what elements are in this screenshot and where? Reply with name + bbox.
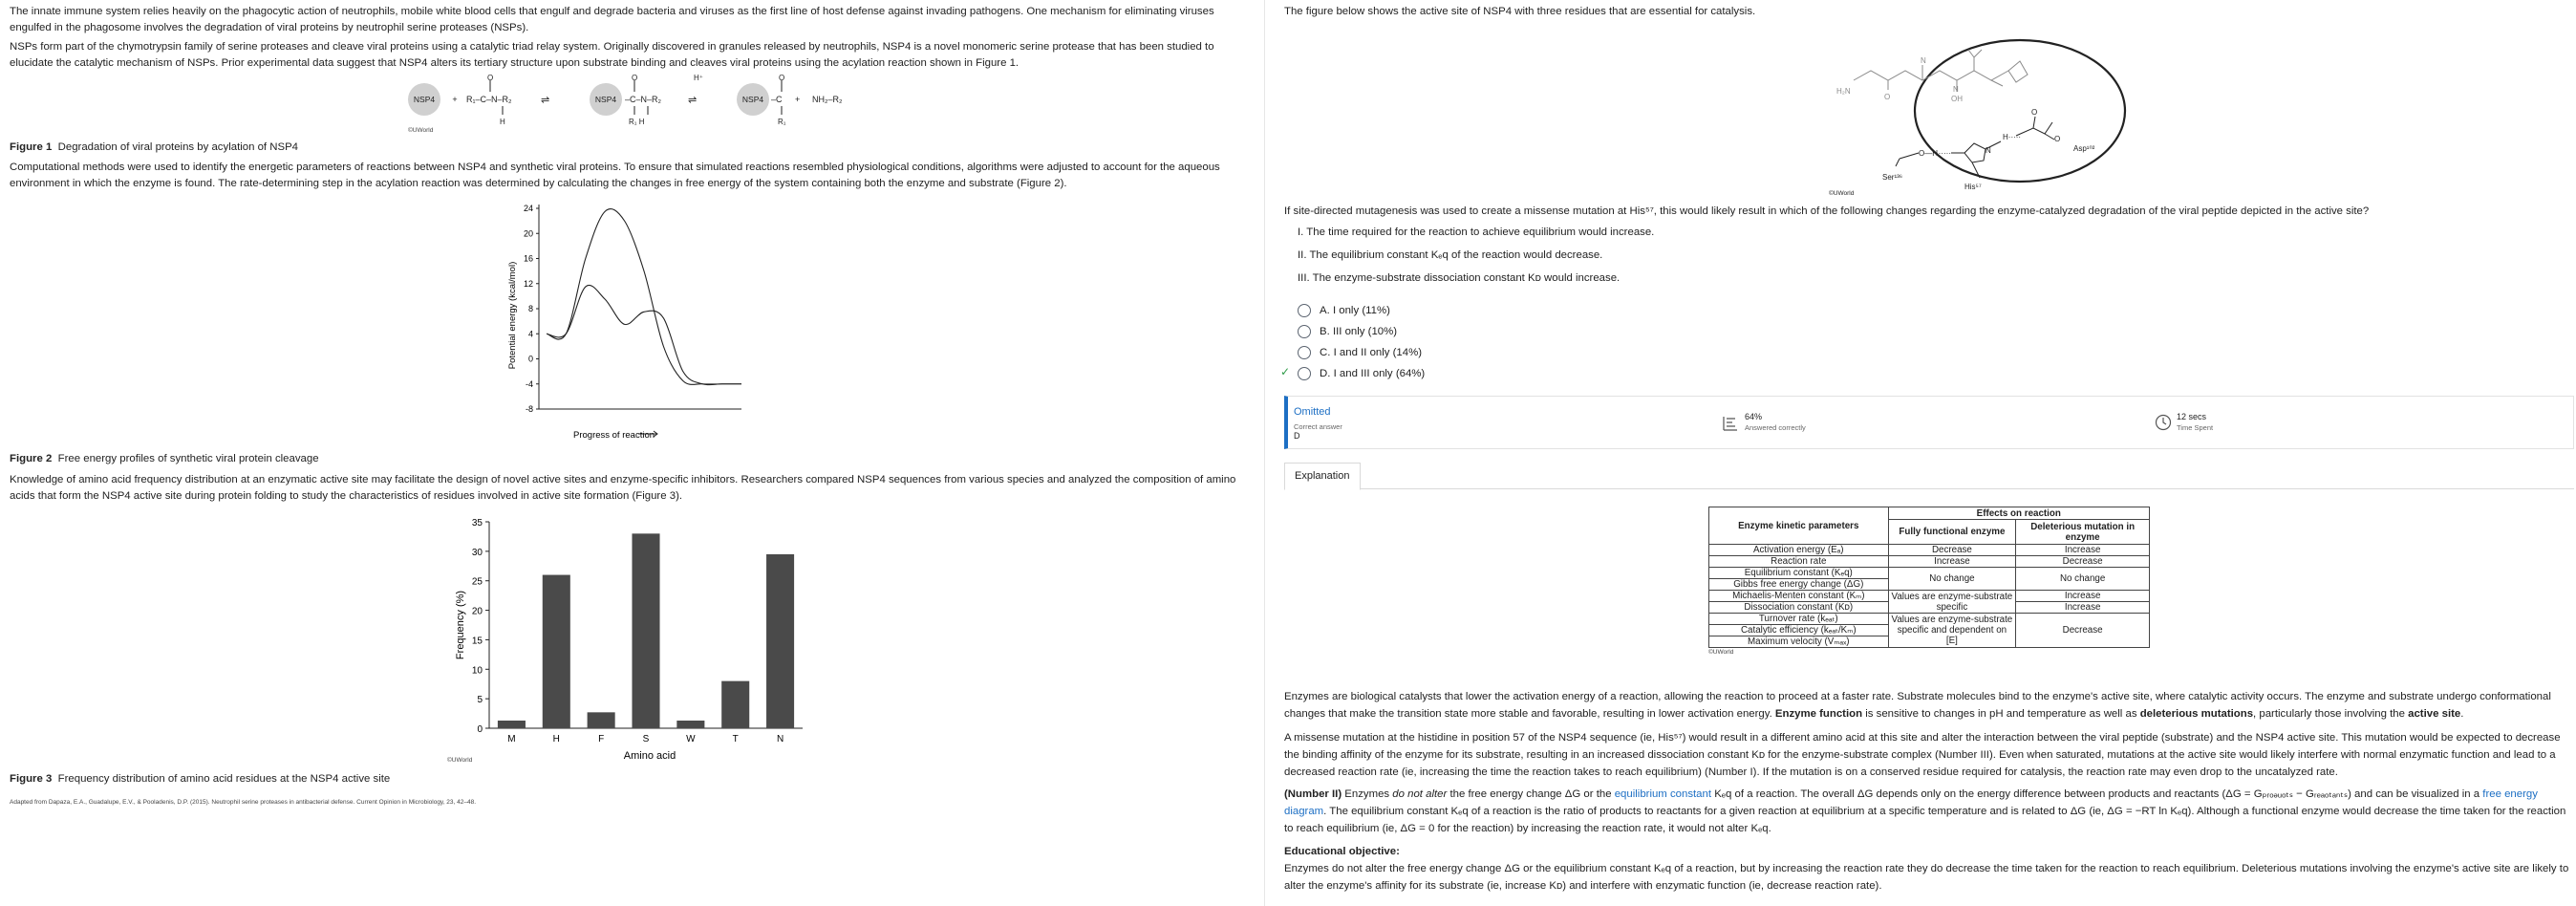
tab-strip [1284, 463, 2574, 489]
table-cell-del: Decrease [2016, 614, 2150, 648]
table-cell-param: Equilibrium constant (Kₑq) [1709, 568, 1889, 579]
bar-F [588, 712, 615, 728]
percent-correct-value: 64% [1745, 412, 1763, 421]
enzyme-label-3: NSP4 [741, 95, 764, 104]
x-tick-label: F [598, 734, 605, 744]
y-tick-label: 20 [523, 228, 533, 239]
x-tick-label: S [642, 734, 650, 744]
svg-text:O: O [2054, 135, 2061, 143]
radio-button[interactable] [1298, 304, 1311, 317]
percent-correct-label: Answered correctly [1745, 423, 1806, 432]
table-cell-del: Increase [2016, 602, 2150, 614]
tab-explanation[interactable]: Explanation [1284, 463, 1361, 490]
objective-title: Educational objective: [1284, 846, 1400, 857]
figure-1-reaction-scheme [401, 73, 879, 132]
table-cell-param: Maximum velocity (Vₘₐₓ) [1709, 636, 1889, 648]
y-tick-label: 0 [527, 354, 533, 364]
asp-label: Asp¹⁰² [2073, 144, 2095, 153]
bar-W [676, 721, 704, 728]
svg-text:O: O [1884, 93, 1891, 101]
question-intro: The figure below shows the active site of NSP4 with three residues that are essential for catalysis. [1284, 6, 1756, 17]
bar-N [766, 554, 794, 728]
h-plus-label: H⁺ [694, 74, 703, 82]
passage-paragraph-3: Computational methods were used to identify the energetic parameters of reactions between NSP4 and synthetic viral proteins. To ensure that simulated reactions resembled physiological conditions, algorithms were adjusted to account for the aqueous environment in which the enzyme is found. The rate-determining step in the acylation reaction was determined by calculating the changes in free energy of the system containing both the enzyme and substrate (Figure 2). [10, 162, 1220, 189]
bar-chart-icon [1722, 415, 1739, 432]
svg-text:–C–N–R₂: –C–N–R₂ [625, 95, 662, 104]
bar-S [632, 533, 659, 728]
table-cell-del: Increase [2016, 545, 2150, 556]
y-tick-label: 16 [523, 253, 533, 264]
passage-pane [0, 0, 1263, 906]
explanation-paragraph-3: (Number II) Enzymes do not alter the free energy change ΔG or the equilibrium constant Kₑq of a reaction. The overall ΔG depends only on the energy difference between products and reactants (ΔG = Gₚᵣₒₔᵤₒₜₛ − Gᵣₑₐₒₜₐₙₜₛ) and can be visualized in a free energy diagram. The equilibrium constant Kₑq of a reaction is the ratio of products to reactants for a given reaction at equilibrium at a specific temperature and is related to ΔG (ie, ΔG = −RT ln Kₑq). Although a functional enzyme would decrease the time taken for the reaction to reach equilibrium (ie, ΔG = 0 for the reaction) by increasing the reaction rate, it would not alter Kₑq. [1284, 788, 2566, 834]
y-tick-label: 10 [471, 665, 483, 677]
table-cell-param: Turnover rate (kₑₐₜ) [1709, 614, 1889, 625]
svg-text:R₁ H: R₁ H [629, 118, 645, 126]
y-tick-label: -4 [525, 378, 533, 389]
table-cell-func: Values are enzyme-substrate specific [1888, 591, 2016, 614]
svg-text:N: N [1953, 85, 1959, 94]
energy-curve-1 [547, 209, 741, 385]
answer-option-b[interactable]: B. III only (10%) [1298, 323, 1397, 340]
y-tick-label: 35 [471, 518, 483, 528]
correct-check-icon: ✓ [1280, 365, 1291, 378]
answer-option-a[interactable]: A. I only (11%) [1298, 302, 1390, 319]
figure-2-y-label: Potential energy (kcal/mol) [507, 261, 518, 370]
y-tick-label: 30 [471, 547, 483, 558]
table-title: Effects on reaction [1888, 507, 2149, 520]
h2n-label: H₂N [1836, 87, 1851, 96]
table-cell-param: Catalytic efficiency (kₑₐₜ/Kₘ) [1709, 625, 1889, 636]
table-cell-param: Reaction rate [1709, 556, 1889, 568]
table-cell-func: Values are enzyme-substrate specific and dependent on [E] [1888, 614, 2016, 648]
figure-1-copyright: ©UWorld [408, 127, 434, 134]
active-site-structure [1829, 23, 2173, 197]
bar-M [498, 721, 526, 728]
x-tick-label: H [552, 734, 560, 744]
y-tick-label: 20 [471, 606, 483, 617]
table-cell-del: Increase [2016, 591, 2150, 602]
y-tick-label: 0 [477, 724, 483, 735]
explanation-paragraph-1: Enzymes are biological catalysts that lower the activation energy of a reaction, allowing the reaction to proceed at a faster rate. Substrate molecules bind to the enzyme's active site, where catalytic activity occurs. The enzyme and substrate undergo conformational changes that make the transition state more stable and favorable, resulting in lower activation energy. Enzyme function is sensitive to changes in pH and temperature as well as deleterious mutations, particularly those involving the active site. [1284, 691, 2551, 720]
table-cell-param: Michaelis-Menten constant (Kₘ) [1709, 591, 1889, 602]
statement-1: I. The time required for the reaction to achieve equilibrium would increase. [1298, 226, 1655, 238]
equilibrium-constant-link[interactable]: equilibrium constant [1614, 788, 1712, 800]
svg-text:O: O [632, 74, 638, 82]
y-tick-label: 4 [527, 329, 533, 339]
time-spent-label: Time Spent [2177, 423, 2214, 432]
figure-3-copyright: ©UWorld [447, 757, 473, 764]
table-cell-del: Decrease [2016, 556, 2150, 568]
x-tick-label: M [507, 734, 516, 744]
y-tick-label: -8 [525, 404, 533, 414]
svg-text:H·····: H····· [2003, 133, 2022, 141]
correct-answer-label: Correct answer [1294, 422, 1342, 431]
table-cell-param: Gibbs free energy change (ΔG) [1709, 579, 1889, 591]
svg-text:R₁: R₁ [778, 118, 786, 126]
table-cell-param: Activation energy (Eₐ) [1709, 545, 1889, 556]
passage-paragraph-4: Knowledge of amino acid frequency distribution at an enzymatic active site may facilitate the design of novel active sites and enzyme-specific inhibitors. Researchers compared NSP4 sequences from various species and analyzed the composition of amino acids that form the NSP4 active site during protein folding to study the characteristics of residues involved in active site formation (Figure 3). [10, 474, 1236, 502]
bar-H [543, 575, 570, 728]
svg-text:H: H [500, 118, 505, 126]
structure-copyright: ©UWorld [1829, 190, 1855, 197]
figure-2-x-label: Progress of reaction [573, 430, 655, 441]
svg-text:O: O [779, 74, 785, 82]
ser-label: Ser¹³⁶ [1882, 173, 1903, 182]
passage-paragraph-2: NSPs form part of the chymotrypsin family of serine proteases and cleave viral proteins using a catalytic triad relay system. Originally discovered in granules released by neutrophils, NSP4 is a novel monomeric serine protease that has been studied to elucidate the catalytic mechanism of NSPs. Prior experimental data suggest that NSP4 alters its tertiary structure upon substrate binding and cleaves viral proteins using the acylation reaction shown in Figure 1. [10, 41, 1214, 69]
table-cell-param: Dissociation constant (Kᴅ) [1709, 602, 1889, 614]
free-energy-diagram-link[interactable]: free energy diagram [1284, 788, 2538, 817]
objective-text: Enzymes do not alter the free energy change ΔG or the equilibrium constant Kₑq of a reaction, but by increasing the reaction rate they do decrease the time taken for the reaction to reach equilibrium. Deleterious mutations involving the enzyme's active site are likely to alter the enzyme's affinity for its substrate (ie, increase Kᴅ) and interfere with enzymatic function (ie, decrease reaction rate). [1284, 863, 2569, 892]
x-tick-label: N [776, 734, 784, 744]
time-spent-value: 12 secs [2177, 412, 2207, 421]
svg-text:O: O [2031, 108, 2038, 117]
radio-button[interactable] [1298, 325, 1311, 338]
plus-sign-1: + [452, 95, 458, 104]
y-tick-label: 25 [471, 576, 483, 588]
table-cell-func: No change [1888, 568, 2016, 591]
statement-3: III. The enzyme-substrate dissociation constant Kᴅ would increase. [1298, 272, 1621, 284]
svg-text:⇌: ⇌ [688, 95, 698, 106]
figure-1-caption: Figure 1 Degradation of viral proteins by acylation of NSP4 [10, 141, 299, 153]
bar-T [721, 681, 749, 728]
table-cell-func: Increase [1888, 556, 2016, 568]
svg-text:R₁–C–N–R₂: R₁–C–N–R₂ [466, 95, 512, 104]
table-cell-func: Decrease [1888, 545, 2016, 556]
figure-3-bar-chart [440, 514, 822, 765]
y-tick-label: 8 [527, 304, 533, 313]
plus-sign-2: + [795, 95, 801, 104]
table-cell-del: No change [2016, 568, 2150, 591]
clock-icon [2155, 414, 2172, 431]
y-tick-label: 24 [523, 204, 533, 213]
y-tick-label: 15 [471, 636, 483, 647]
enzyme-label-1: NSP4 [413, 95, 436, 104]
svg-text:······: ······ [1936, 149, 1951, 158]
enzyme-label-2: NSP4 [594, 95, 617, 104]
question-pane [1264, 0, 2576, 906]
explanation-paragraph-2: A missense mutation at the histidine in position 57 of the NSP4 sequence (ie, His⁵⁷) would result in a different amino acid at this site and alter the interaction between the viral peptide (substrate) and the NSP4 active site. This mutation would be expected to decrease the binding affinity of the enzyme for its substrate, resulting in an increased dissociation constant Kᴅ for the enzyme-substrate complex (Number III). Even when saturated, mutations at the active site would likely interfere with normal enzymatic function and lead to a decreased reaction rate (ie, increasing the time the reaction takes to reach equilibrium) (Number I). If the mutation is on a conserved residue required for catalysis, the reaction rate may even drop to the uncatalyzed rate. [1284, 732, 2561, 778]
figure-3-x-label: Amino acid [623, 750, 676, 762]
answer-option-c[interactable]: C. I and II only (14%) [1298, 344, 1422, 361]
radio-button[interactable] [1298, 346, 1311, 359]
svg-text:O: O [487, 74, 494, 82]
svg-text:N: N [1986, 146, 1991, 155]
svg-text:NH₂–R₂: NH₂–R₂ [812, 95, 843, 104]
figure-2-energy-chart [497, 199, 755, 449]
figure-3-caption: Figure 3 Frequency distribution of amino acid residues at the NSP4 active site [10, 773, 391, 785]
x-tick-label: W [686, 734, 696, 744]
svg-text:⇌: ⇌ [541, 95, 550, 106]
svg-text:O—H: O—H [1919, 149, 1938, 158]
svg-text:–C: –C [771, 95, 783, 104]
x-tick-label: T [732, 734, 739, 744]
table-col-param: Enzyme kinetic parameters [1709, 507, 1889, 545]
table-col-func: Fully functional enzyme [1888, 520, 2016, 545]
table-copyright: ©UWorld [1708, 649, 1734, 656]
table-col-del: Deleterious mutation in enzyme [2016, 520, 2150, 545]
figure-2-caption: Figure 2 Free energy profiles of synthetic viral protein cleavage [10, 453, 319, 464]
svg-text:N: N [1921, 56, 1926, 65]
answer-stats-bar [1284, 396, 2574, 449]
status-label: Omitted [1294, 406, 1331, 418]
question-stem: If site-directed mutagenesis was used to create a missense mutation at His⁵⁷, this would likely result in which of the following changes regarding the enzyme-catalyzed degradation of the viral peptide depicted in the active site? [1284, 205, 2370, 217]
figure-3-y-label: Frequency (%) [455, 590, 466, 660]
answer-option-d[interactable]: ✓ D. I and III only (64%) [1280, 365, 1426, 379]
statement-2: II. The equilibrium constant Kₑq of the reaction would decrease. [1298, 249, 1603, 261]
y-tick-label: 5 [477, 695, 483, 706]
oh-label: OH [1951, 95, 1963, 103]
citation: Adapted from Dapaza, E.A., Guadalupe, E.V., & Pooladenis, D.P. (2015). Neutrophil serine proteases in antibacterial defense. Current Opinion in Microbiology, 23, 42–48. [10, 799, 477, 806]
passage-paragraph-1: The innate immune system relies heavily on the phagocytic action of neutrophils, mobile white blood cells that engulf and degrade bacteria and viruses as the first line of host defense against invading pathogens. One mechanism for eliminating viruses engulfed in the phagosome involves the degradation of viral proteins by neutrophil serine proteases (NSPs). [10, 6, 1214, 33]
his-label: His⁵⁷ [1964, 183, 1982, 191]
y-tick-label: 12 [523, 278, 533, 289]
kinetics-table [1708, 507, 2150, 656]
radio-button[interactable] [1298, 367, 1311, 380]
correct-answer-value: D [1294, 431, 1300, 441]
